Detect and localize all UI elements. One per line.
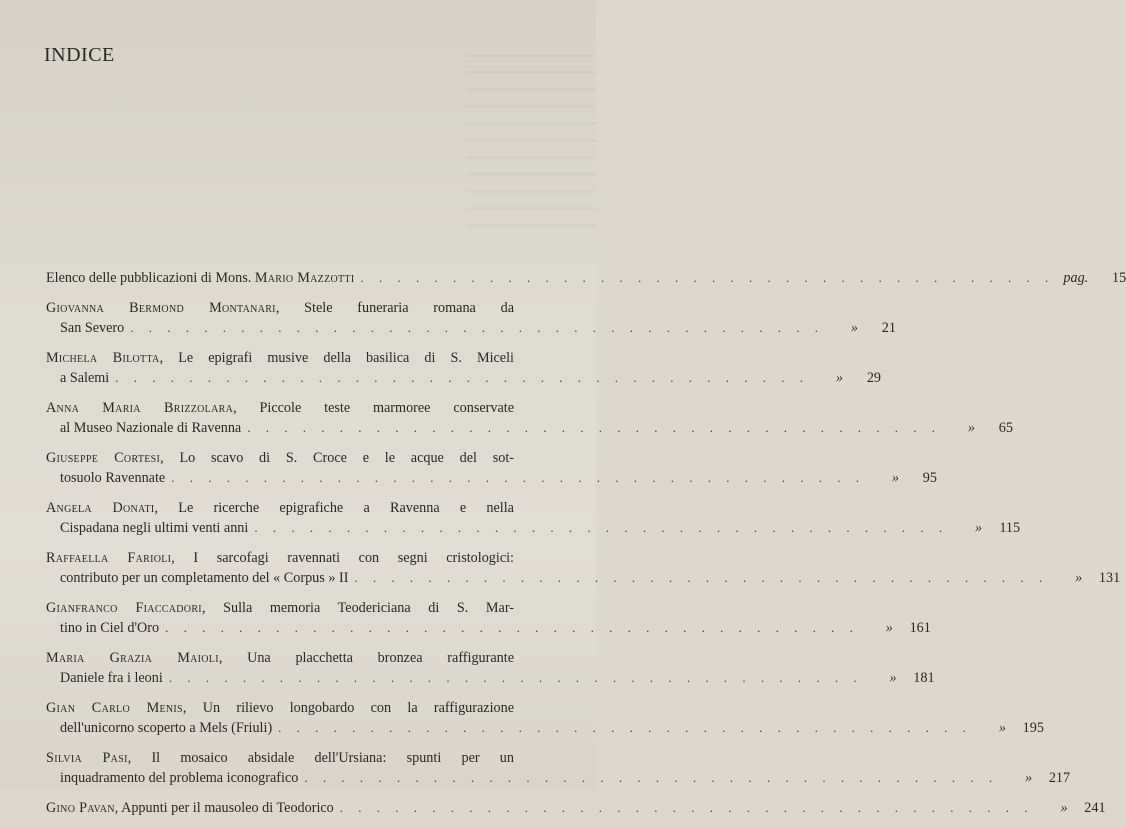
page-number: 217 bbox=[1048, 770, 1071, 786]
author-name: Giovanna Bermond Montanari bbox=[46, 300, 276, 316]
author-name: Gianfranco Fiaccadori bbox=[46, 600, 202, 616]
dot-leader: . . . . . . . . . . . . . . . . . . . . . . . . . . . . . . . . . . . . . . bbox=[360, 270, 1055, 285]
entry-continuation-line bbox=[46, 418, 1013, 438]
entry-first-line bbox=[46, 498, 514, 518]
entry-title-end: inquadramento del problema iconografico bbox=[60, 770, 299, 786]
entry-title-start: , Le epigrafi musive della basilica di S. Miceli bbox=[159, 350, 514, 366]
author-name: Anna Maria Brizzolara bbox=[46, 400, 234, 416]
toc-entry bbox=[46, 398, 1013, 438]
page-marker: » bbox=[975, 520, 983, 536]
toc-entry bbox=[46, 448, 937, 488]
table-of-contents bbox=[46, 268, 1126, 828]
entry-continuation-line bbox=[46, 318, 896, 338]
entry-text bbox=[46, 450, 514, 466]
entry-first-line bbox=[46, 398, 514, 418]
entry-title-start: , I sarcofagi ravennati con segni cristologici: bbox=[171, 550, 514, 566]
entry-first-line bbox=[46, 268, 1126, 288]
page-title: INDICE bbox=[44, 44, 115, 66]
entry-continuation-line bbox=[46, 468, 937, 488]
dot-leader: . . . . . . . . . . . . . . . . . . . . . . . . . . . . . . . . . . . . . . bbox=[247, 420, 941, 435]
page-number: 65 bbox=[998, 420, 1013, 436]
entry-title-start: , Il mosaico absidale dell'Ursiana: spunti per un bbox=[127, 750, 514, 766]
entry-continuation-line bbox=[46, 618, 931, 638]
entry-text bbox=[46, 268, 354, 288]
toc-entry bbox=[46, 698, 1044, 738]
page-number: 95 bbox=[922, 470, 937, 486]
entry-text bbox=[46, 798, 334, 818]
author-name: Mario Mazzotti bbox=[254, 270, 355, 286]
entry-title-start: , Appunti per il mausoleo di Teodorico bbox=[114, 800, 334, 816]
entry-title-start: , Una placchetta bronzea raffigurante bbox=[218, 650, 514, 666]
entry-text bbox=[46, 650, 514, 666]
entry-first-line bbox=[46, 598, 514, 618]
entry-title-end: Daniele fra i leoni bbox=[60, 670, 163, 686]
author-name: Michela Bilotta bbox=[46, 350, 160, 366]
page-marker: » bbox=[998, 720, 1006, 736]
page-marker: » bbox=[967, 420, 975, 436]
author-name: Gian Carlo Menis bbox=[46, 700, 183, 716]
bleed-through-text bbox=[466, 40, 596, 240]
entry-text bbox=[46, 600, 514, 616]
entry-text bbox=[46, 400, 514, 416]
page-number: 181 bbox=[913, 670, 935, 686]
entry-text bbox=[46, 500, 514, 516]
entry-first-line bbox=[46, 448, 514, 468]
dot-leader: . . . . . . . . . . . . . . . . . . . . . . . . . . . . . . . . . . . . . . bbox=[254, 520, 949, 535]
dot-leader: . . . . . . . . . . . . . . . . . . . . . . . . . . . . . . . . . . . . . . bbox=[278, 720, 972, 735]
page-number: 15 bbox=[1112, 270, 1126, 286]
author-name: Giuseppe Cortesi bbox=[46, 450, 161, 466]
entry-first-line bbox=[46, 698, 514, 718]
dot-leader: . . . . . . . . . . . . . . . . . . . . . . . . . . . . . . . . . . . . . . bbox=[115, 370, 809, 385]
page-marker: » bbox=[1060, 800, 1068, 816]
author-name: Angela Donati bbox=[46, 500, 155, 516]
page-number: 29 bbox=[866, 370, 881, 386]
entry-prefix: Elenco delle pubblicazioni di Mons. bbox=[46, 270, 255, 286]
dot-leader: . . . . . . . . . . . . . . . . . . . . . . . . . . . . . . . . . . . . . . bbox=[171, 470, 865, 485]
page-marker: pag. bbox=[1063, 270, 1089, 286]
entry-title-end: tosuolo Ravennate bbox=[60, 470, 166, 486]
entry-title-end: a Salemi bbox=[60, 370, 110, 386]
page-number: 195 bbox=[1022, 720, 1044, 736]
dot-leader: . . . . . . . . . . . . . . . . . . . . . . . . . . . . . . . . . . . . . . bbox=[168, 670, 863, 685]
entry-title-start: , Stele funeraria romana da bbox=[275, 300, 515, 316]
entry-continuation-line bbox=[46, 668, 935, 688]
entry-text bbox=[46, 700, 514, 716]
page-number: 21 bbox=[881, 320, 896, 336]
dot-leader: . . . . . . . . . . . . . . . . . . . . . . . . . . . . . . . . . . . . . . bbox=[130, 320, 824, 335]
entry-title-start: , Piccole teste marmoree conservate bbox=[233, 400, 514, 416]
entry-title-start: , Lo scavo di S. Croce e le acque del sot- bbox=[160, 450, 514, 466]
page-number: 241 bbox=[1084, 800, 1106, 816]
page-marker: » bbox=[1075, 570, 1083, 586]
entry-title-end: Cispadana negli ultimi venti anni bbox=[60, 520, 249, 536]
page-marker: » bbox=[889, 670, 897, 686]
toc-entry bbox=[46, 748, 1071, 788]
entry-first-line bbox=[46, 548, 514, 568]
page-number: 161 bbox=[909, 620, 931, 636]
entry-text bbox=[46, 750, 514, 766]
entry-continuation-line bbox=[46, 768, 1071, 788]
page-marker: » bbox=[885, 620, 893, 636]
entry-title-end: San Severo bbox=[60, 320, 125, 336]
toc-entry bbox=[46, 298, 896, 338]
entry-continuation-line bbox=[46, 518, 1021, 538]
entry-continuation-line bbox=[46, 368, 881, 388]
toc-entry bbox=[46, 648, 935, 688]
entry-title-end: contributo per un completamento del « Corpus » II bbox=[60, 570, 349, 586]
page-marker: » bbox=[891, 470, 899, 486]
toc-entry bbox=[46, 268, 1126, 288]
entry-text bbox=[46, 550, 514, 566]
author-name: Silvia Pasi bbox=[46, 750, 128, 766]
author-name: Gino Pavan bbox=[46, 800, 115, 816]
dot-leader: . . . . . . . . . . . . . . . . . . . . . . . . . . . . . . . . . . . . . . bbox=[354, 570, 1049, 585]
entry-title-start: , Le ricerche epigrafiche a Ravenna e nella bbox=[154, 500, 514, 516]
entry-first-line bbox=[46, 648, 514, 668]
entry-title-end: al Museo Nazionale di Ravenna bbox=[60, 420, 242, 436]
toc-entry bbox=[46, 548, 1121, 588]
entry-first-line bbox=[46, 348, 514, 368]
entry-continuation-line bbox=[46, 718, 1044, 738]
toc-entry bbox=[46, 598, 931, 638]
entry-first-line bbox=[46, 298, 514, 318]
page-marker: » bbox=[835, 370, 843, 386]
entry-title-end: dell'unicorno scoperto a Mels (Friuli) bbox=[60, 720, 273, 736]
page-number: 115 bbox=[999, 520, 1021, 536]
page-marker: » bbox=[850, 320, 858, 336]
page-marker: » bbox=[1025, 770, 1033, 786]
entry-title-start: , Un rilievo longobardo con la raffigurazione bbox=[182, 700, 514, 716]
author-name: Raffaella Farioli bbox=[46, 550, 172, 566]
entry-first-line bbox=[46, 748, 514, 768]
entry-continuation-line bbox=[46, 568, 1121, 588]
author-name: Maria Grazia Maioli bbox=[46, 650, 219, 666]
dot-leader: . . . . . . . . . . . . . . . . . . . . . . . . . . . . . . . . . . . . . . bbox=[339, 800, 1034, 815]
entry-title-end: tino in Ciel d'Oro bbox=[60, 620, 160, 636]
dot-leader: . . . . . . . . . . . . . . . . . . . . . . . . . . . . . . . . . . . . . . bbox=[304, 770, 999, 785]
entry-text bbox=[46, 300, 514, 316]
toc-entry bbox=[46, 798, 1106, 818]
entry-first-line bbox=[46, 798, 1106, 818]
toc-entry bbox=[46, 498, 1021, 538]
page-number: 131 bbox=[1098, 570, 1121, 586]
entry-text bbox=[46, 350, 514, 366]
entry-title-start: , Sulla memoria Teodericiana di S. Mar- bbox=[201, 600, 514, 616]
dot-leader: . . . . . . . . . . . . . . . . . . . . . . . . . . . . . . . . . . . . . . bbox=[165, 620, 859, 635]
toc-entry bbox=[46, 348, 881, 388]
